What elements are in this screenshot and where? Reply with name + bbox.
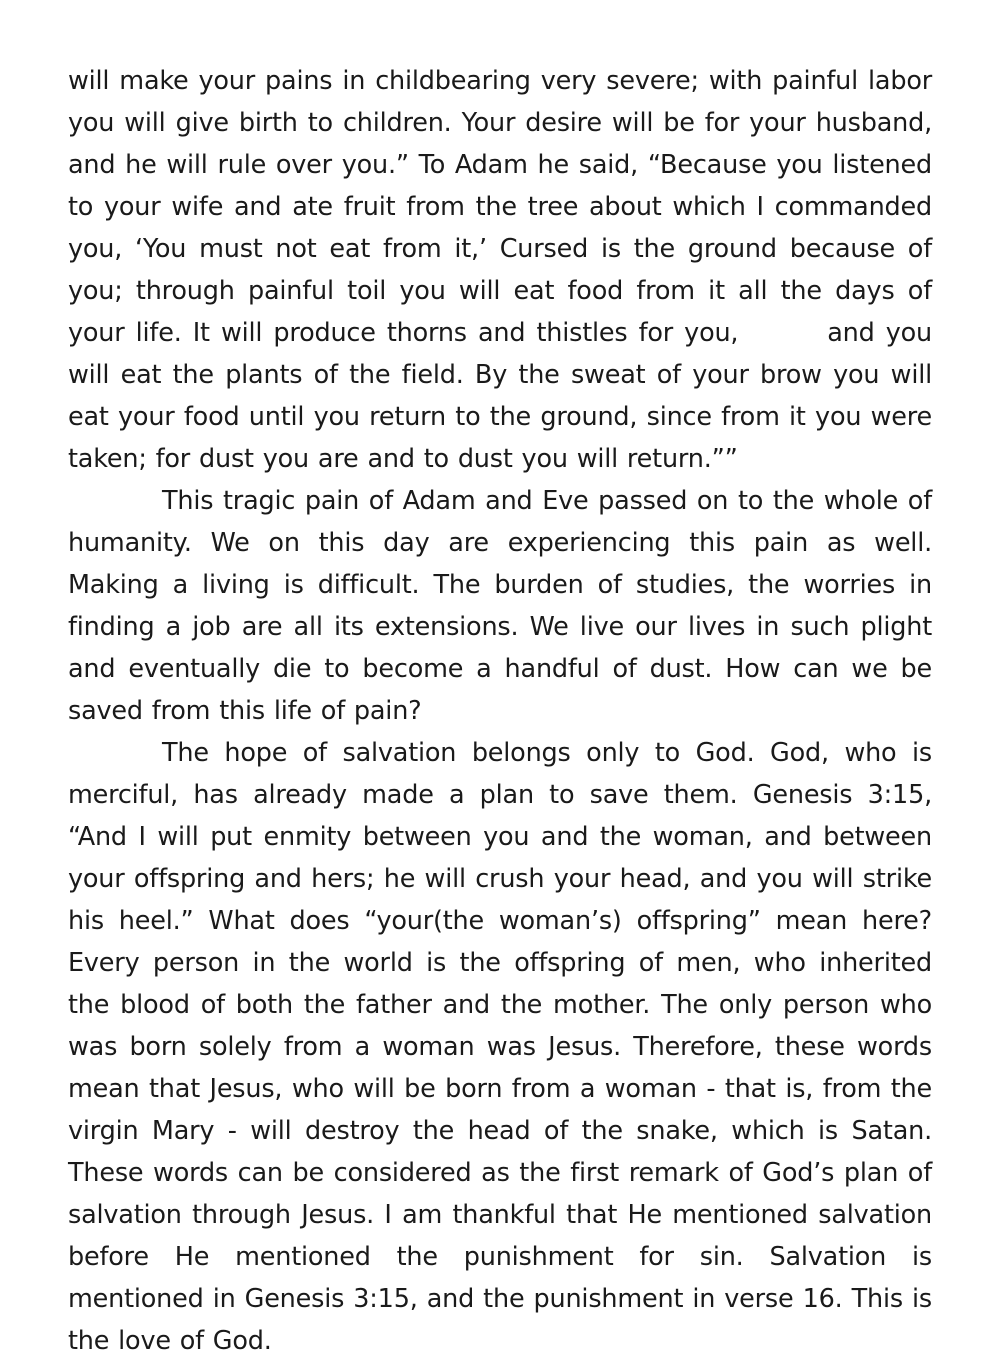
paragraph-tragic-pain: This tragic pain of Adam and Eve passed on to the whole of humanity. We on this day are experiencing this pain as well. Making a living is difficult. The burden of studies, the worries in finding a job are all its extensions. We live our lives in such plight and eventually die to become a handful of dust. How can we be saved from this life of pain? <box>68 486 932 726</box>
document-page <box>68 60 941 1362</box>
paragraph-continuation: will make your pains in childbearing very severe; with painful labor you will give birth to children. Your desire will be for your husband, and he will rule over you.” To Adam he said, “Because you listened to your wife and ate fruit from the tree about which I commanded you, ‘You must not eat from it,’ Cursed is the ground because of you; through painful toil you will eat food from it all the days of your life. It will produce thorns and thistles for you, and you will eat the plants of the field. By the sweat of your brow you will eat your food until you return to the ground, since from it you were taken; for dust you are and to dust you will return.”” <box>68 66 941 474</box>
paragraph-hope-of-salvation: The hope of salvation belongs only to God. God, who is merciful, has already made a plan to save them. Genesis 3:15, “And I will put enmity between you and the woman, and between your offspring and hers; he will crush your head, and you will strike his heel.” What does “your(the woman’s) offspring” mean here? Every person in the world is the offspring of men, who inherited the blood of both the father and the mother. The only person who was born solely from a woman was Jesus. Therefore, these words mean that Jesus, who will be born from a woman - that is, from the virgin Mary - will destroy the head of the snake, which is Satan. These words can be considered as the first remark of God’s plan of salvation through Jesus. I am thankful that He mentioned salvation before He mentioned the punishment for sin. Salvation is mentioned in Genesis 3:15, and the punishment in verse 16. This is the love of God. <box>68 738 932 1356</box>
